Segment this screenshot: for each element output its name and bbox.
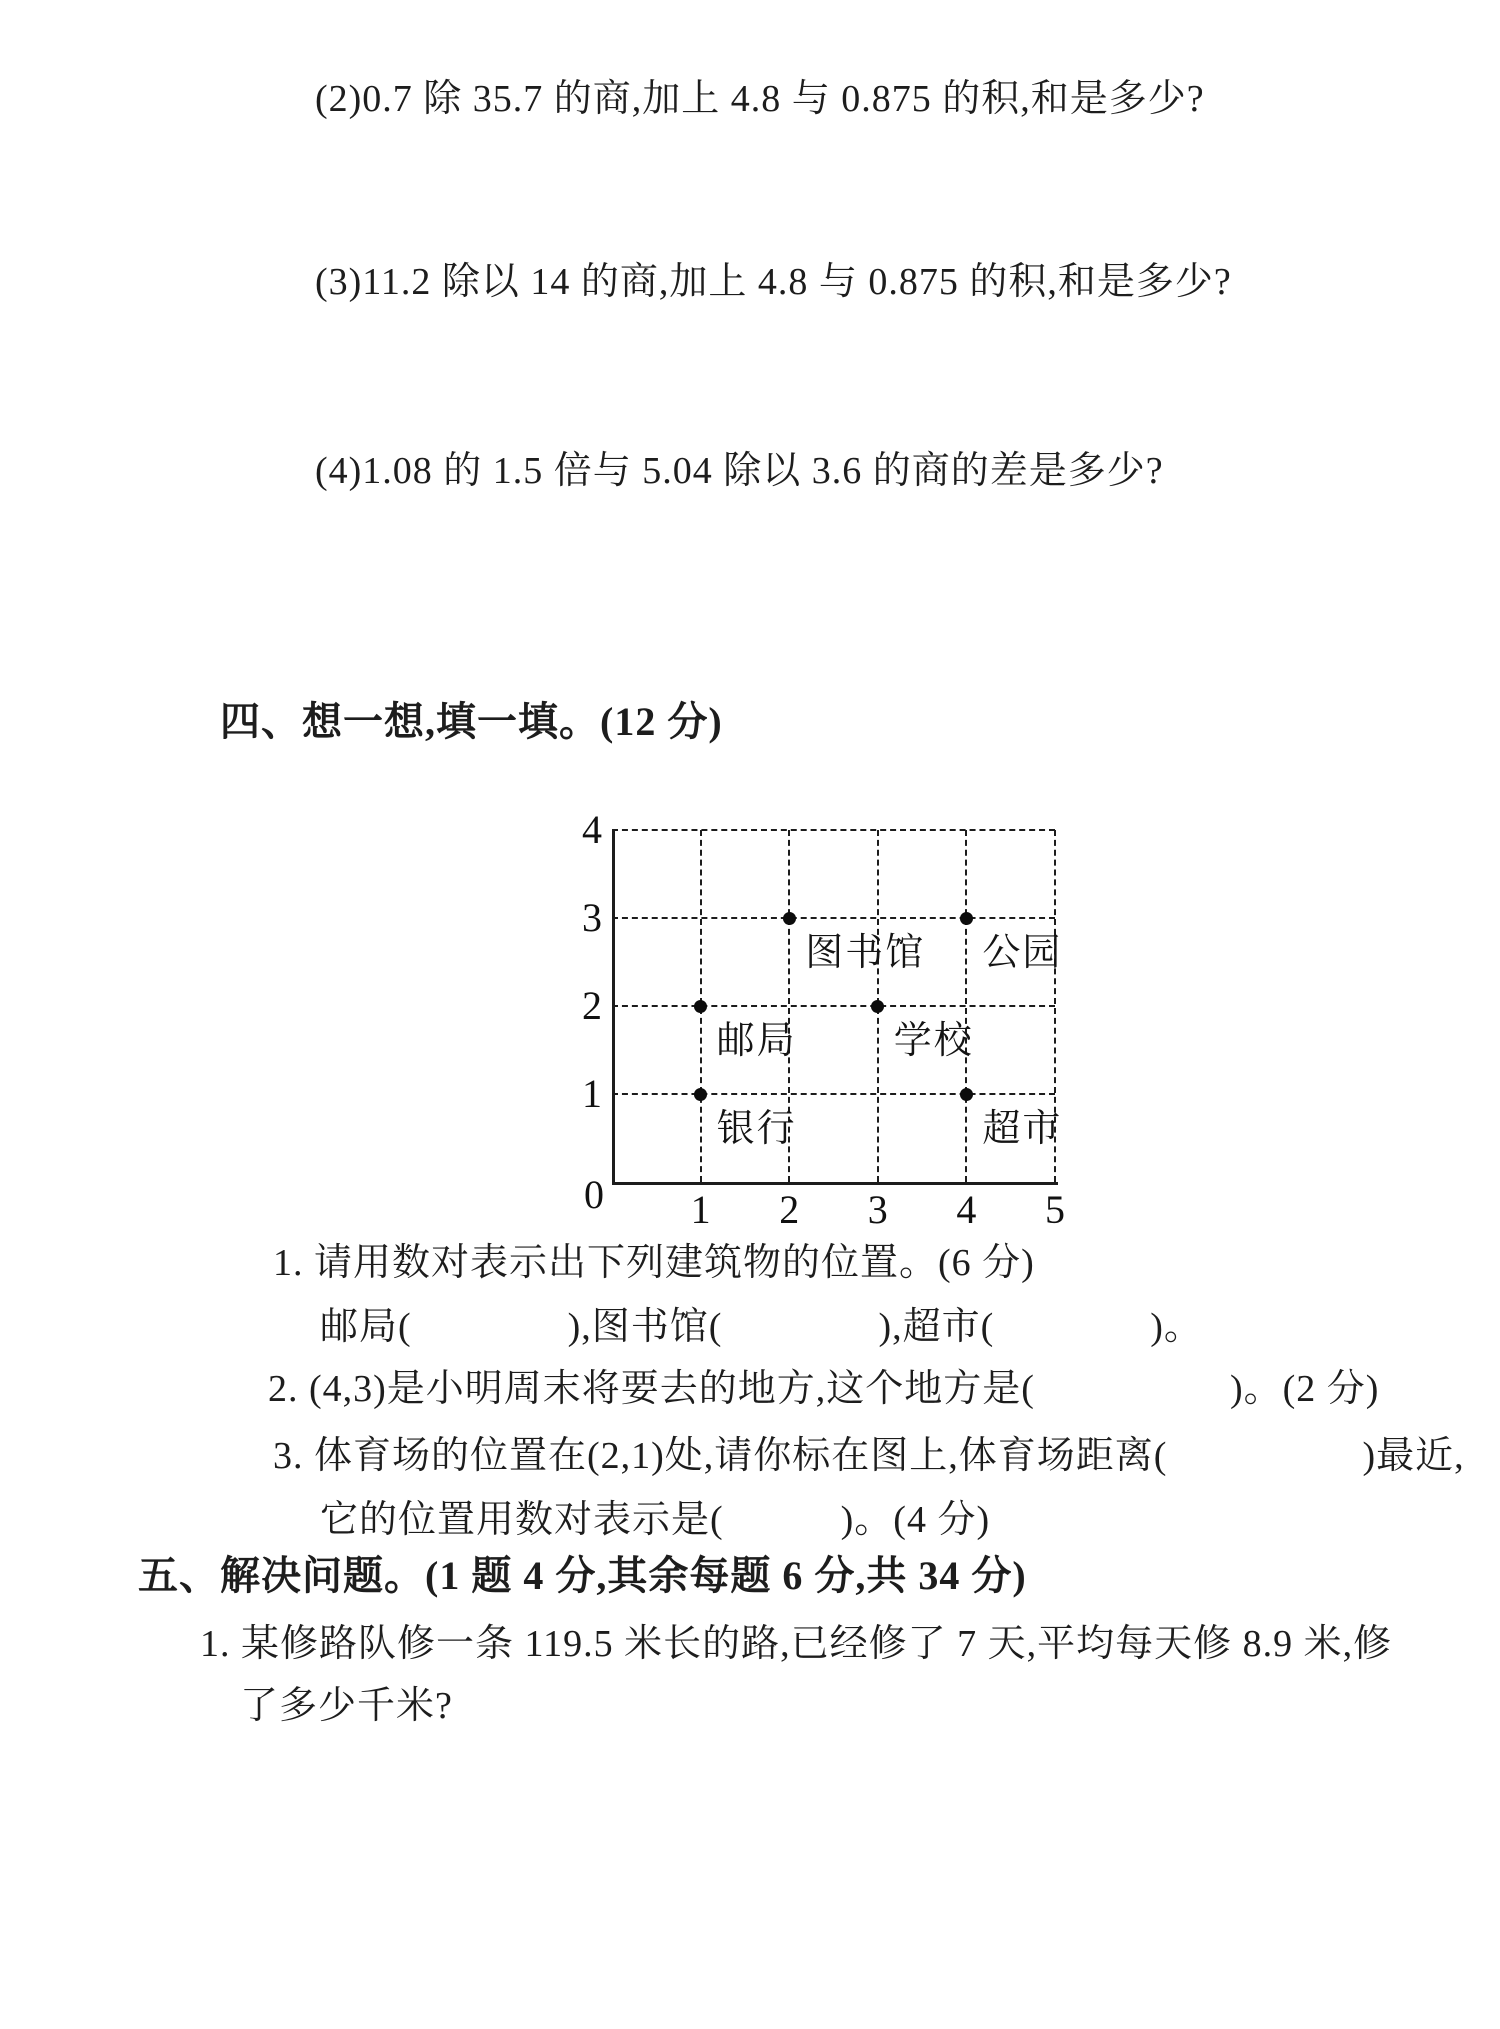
grid-point-dot-5 — [694, 1088, 707, 1101]
grid-point-dot-4 — [871, 1000, 884, 1013]
grid-hline-y3 — [612, 917, 1055, 919]
grid-point-dot-1 — [783, 912, 796, 925]
grid-point-label-2: 公园 — [982, 932, 1063, 974]
grid-point-dot-6 — [960, 1088, 973, 1101]
x-axis-tick-label-5: 5 — [1045, 1187, 1065, 1232]
section-four-item-3-line-1: 3. 体育场的位置在(2,1)处,请你标在图上,体育场距离( )最近, — [273, 1435, 1465, 1477]
section-five-item-1-line-2: 了多少千米? — [240, 1685, 453, 1727]
calc-question-4: (4)1.08 的 1.5 倍与 5.04 除以 3.6 的商的差是多少? — [315, 450, 1164, 492]
grid-vline-x4 — [965, 830, 967, 1182]
calc-question-2: (2)0.7 除 35.7 的商,加上 4.8 与 0.875 的积,和是多少? — [315, 78, 1205, 120]
x-axis-tick-label-4: 4 — [956, 1187, 977, 1232]
section-four-item-1-blanks: 邮局( ),图书馆( ),超市( )。 — [320, 1306, 1203, 1348]
grid-point-label-5: 银行 — [716, 1108, 797, 1150]
section-five-heading: 五、解决问题。(1 题 4 分,其余每题 6 分,共 34 分) — [138, 1553, 1027, 1598]
grid-hline-y2 — [612, 1005, 1055, 1007]
grid-point-dot-2 — [960, 912, 973, 925]
y-axis-tick-label-4: 4 — [582, 807, 602, 852]
y-axis-tick-label-2: 2 — [582, 983, 602, 1028]
x-axis-tick-label-1: 1 — [690, 1187, 711, 1232]
grid-point-label-4: 学校 — [893, 1020, 974, 1062]
grid-point-label-3: 邮局 — [716, 1020, 797, 1062]
grid-point-label-1: 图书馆 — [805, 932, 926, 974]
grid-hline-y1 — [612, 1093, 1055, 1095]
grid-hline-y4 — [612, 829, 1055, 831]
x-axis-tick-label-2: 2 — [779, 1187, 800, 1232]
section-four-item-3-line-2: 它的位置用数对表示是( )。(4 分) — [320, 1499, 991, 1541]
section-four-item-2: 2. (4,3)是小明周末将要去的地方,这个地方是( )。(2 分) — [268, 1368, 1380, 1410]
grid-point-label-6: 超市 — [982, 1108, 1063, 1150]
x-axis-tick-label-3: 3 — [867, 1187, 888, 1232]
section-five-item-1-line-1: 1. 某修路队修一条 119.5 米长的路,已经修了 7 天,平均每天修 8.9 米,修 — [200, 1623, 1393, 1665]
y-axis-tick-label-3: 3 — [582, 895, 602, 940]
section-four-item-1: 1. 请用数对表示出下列建筑物的位置。(6 分) — [273, 1242, 1035, 1284]
origin-label: 0 — [584, 1172, 604, 1217]
grid-point-dot-3 — [694, 1000, 707, 1013]
y-axis-tick-label-1: 1 — [582, 1071, 602, 1116]
calc-question-3: (3)11.2 除以 14 的商,加上 4.8 与 0.875 的积,和是多少? — [315, 261, 1232, 303]
section-four-heading: 四、想一想,填一填。(12 分) — [220, 699, 723, 744]
